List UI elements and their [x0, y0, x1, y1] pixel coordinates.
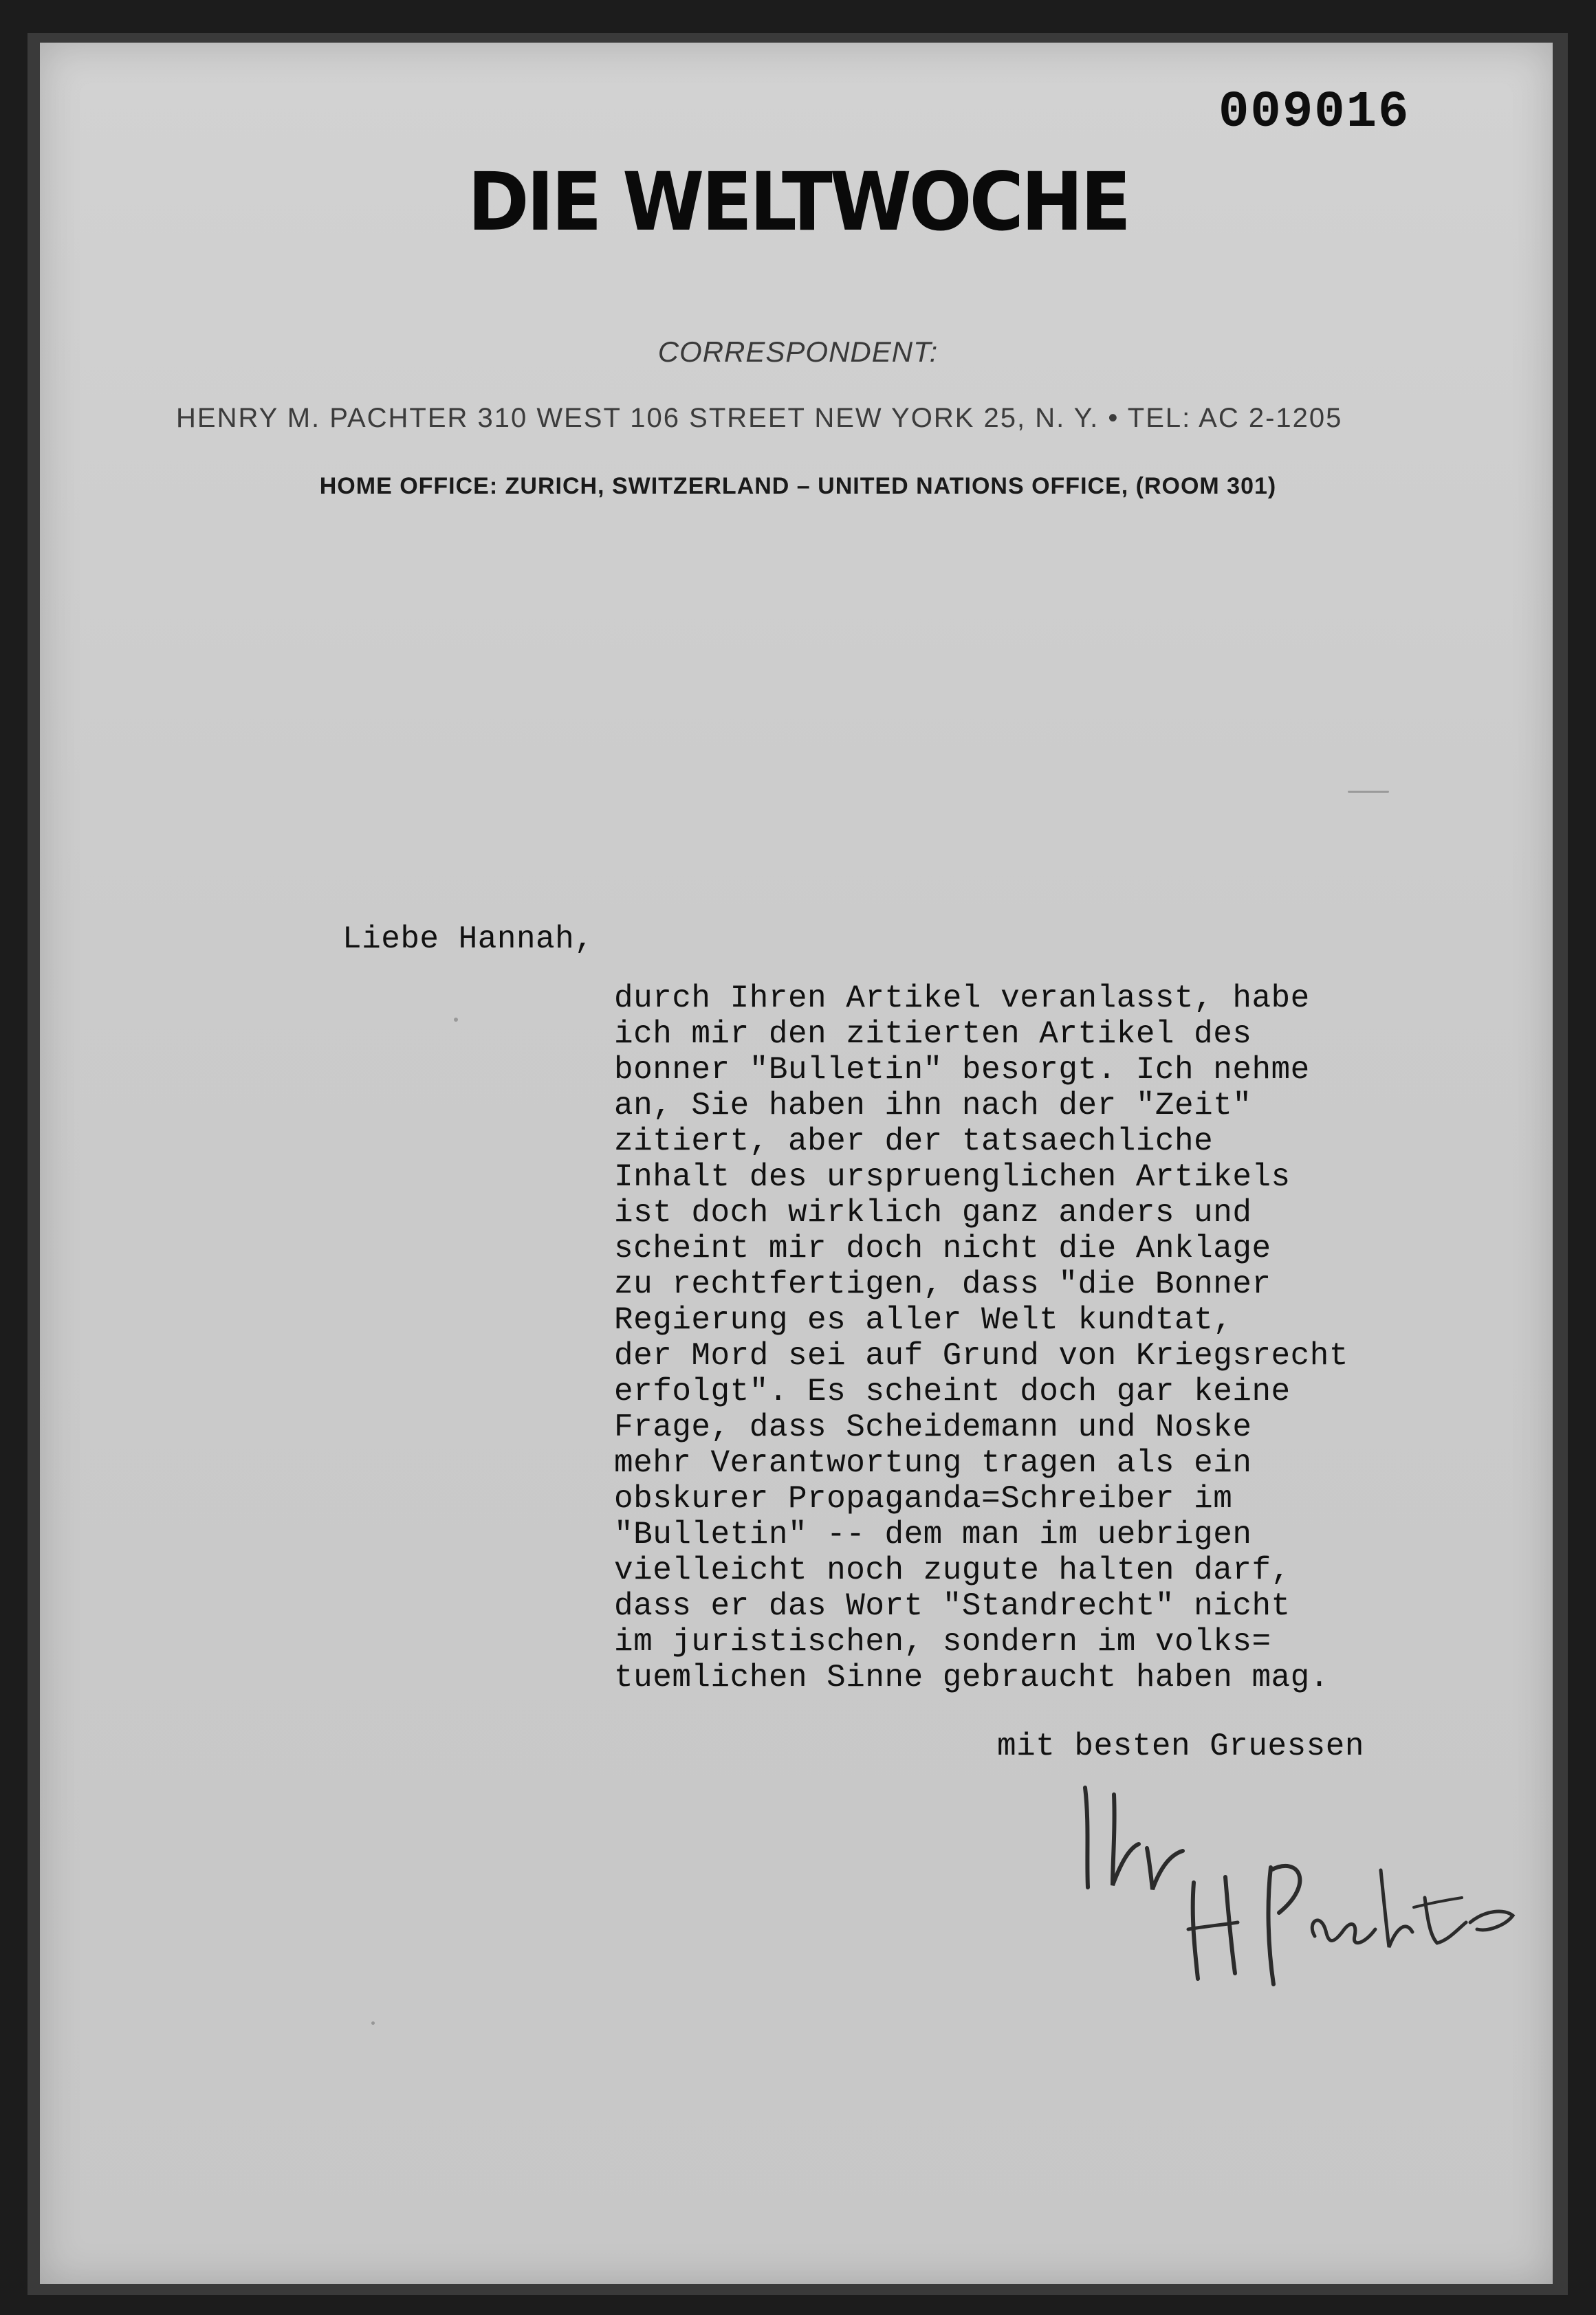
- paper-speck: [371, 2021, 375, 2025]
- paper-mark: [1348, 791, 1389, 793]
- body-line: Regierung es aller Welt kundtat,: [614, 1302, 1233, 1338]
- paper-speck: [454, 1018, 458, 1022]
- body-line: bonner "Bulletin" besorgt. Ich nehme: [614, 1052, 1310, 1088]
- correspondent-label: CORRESPONDENT:: [657, 336, 939, 368]
- body-line: erfolgt". Es scheint doch gar keine: [614, 1374, 1291, 1409]
- body-line: zitiert, aber der tatsaechliche: [614, 1123, 1214, 1159]
- body-line: Frage, dass Scheidemann und Noske: [614, 1409, 1252, 1445]
- body-line: mehr Verantwortung tragen als ein: [614, 1445, 1252, 1481]
- body-line: an, Sie haben ihn nach der "Zeit": [614, 1088, 1252, 1123]
- home-office-line: HOME OFFICE: ZURICH, SWITZERLAND – UNITED NATIONS OFFICE, (ROOM 301): [319, 473, 1277, 499]
- body-line: scheint mir doch nicht die Anklage: [614, 1231, 1271, 1266]
- body-line: zu rechtfertigen, dass "die Bonner: [614, 1266, 1271, 1302]
- body-line: vielleicht noch zugute halten darf,: [614, 1553, 1291, 1588]
- salutation: Liebe Hannah,: [342, 921, 594, 957]
- body-line: obskurer Propaganda=Schreiber im: [614, 1481, 1233, 1517]
- body-line: Inhalt des urspruenglichen Artikels: [614, 1159, 1291, 1195]
- correspondent-address: HENRY M. PACHTER 310 WEST 106 STREET NEW YORK 25, N. Y. • TEL: AC 2-1205: [176, 403, 1343, 433]
- closing-line: mit besten Gruessen: [997, 1729, 1364, 1764]
- archive-page-number: 009016: [1218, 84, 1410, 142]
- handwritten-signature: [1073, 1767, 1520, 2001]
- body-line: der Mord sei auf Grund von Kriegsrecht: [614, 1338, 1348, 1374]
- body-line: ist doch wirklich ganz anders und: [614, 1195, 1252, 1231]
- masthead-title: DIE WELTWOCHE: [467, 156, 1129, 249]
- body-line: "Bulletin" -- dem man im uebrigen: [614, 1517, 1252, 1553]
- body-line: durch Ihren Artikel veranlasst, habe: [614, 980, 1310, 1016]
- letter-body: [614, 980, 1474, 1696]
- body-line: ich mir den zitierten Artikel des: [614, 1016, 1252, 1052]
- body-line: dass er das Wort "Standrecht" nicht: [614, 1588, 1291, 1624]
- body-line: tuemlichen Sinne gebraucht haben mag.: [614, 1660, 1329, 1696]
- body-line: im juristischen, sondern im volks=: [614, 1624, 1271, 1660]
